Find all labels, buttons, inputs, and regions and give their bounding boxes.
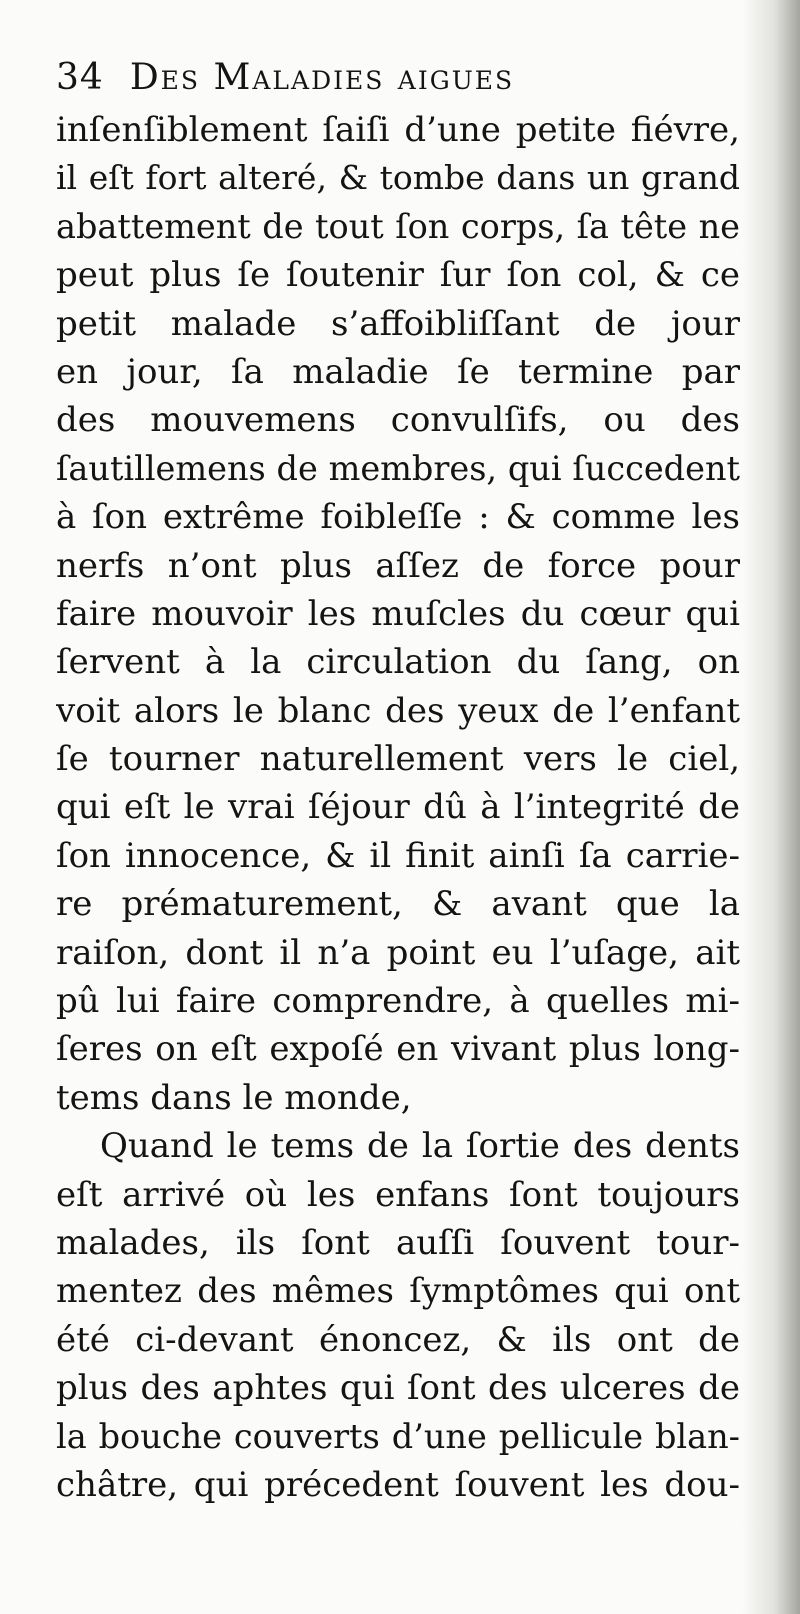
text-line: abattement de tout ſon corps, ſa tête ne (56, 206, 740, 246)
text-line: eſt arrivé où les enfans ſont toujours (56, 1174, 740, 1215)
text-line: en jour, ſa maladie ſe termine par (56, 351, 740, 392)
text-line: ſon innocence, & il finit ainſi ſa carrie- (56, 835, 740, 876)
text-line: tems dans le monde, (56, 1077, 412, 1118)
running-title: Des Maladies aigues (129, 57, 515, 98)
paragraph (56, 1122, 740, 1509)
paragraph (56, 106, 740, 1122)
text-line: nerfs n’ont plus aſſez de force pour (56, 545, 740, 586)
text-line: châtre, qui précedent ſouvent les dou- (56, 1464, 740, 1505)
text-line: qui eſt le vrai ſéjour dû à l’integrité de (56, 787, 740, 828)
text-line: inſenſiblement ſaiſi d’une petite fiévre, (56, 110, 740, 150)
text-line: raiſon, dont il n’a point eu l’uſage, ait (56, 932, 740, 973)
text-line: à ſon extrême foibleſſe : & comme les (56, 497, 740, 538)
text-line: faire mouvoir les muſcles du cœur qui (56, 593, 740, 634)
page-text (56, 50, 740, 1509)
text-line: été ci-devant énoncez, & ils ont de (56, 1319, 740, 1360)
page-number: 34 (56, 57, 104, 98)
text-line: peut plus ſe ſoutenir ſur ſon col, & ce (56, 255, 740, 296)
running-header (56, 50, 740, 106)
text-line: voit alors le blanc des yeux de l’enfant (56, 690, 740, 731)
text-line: ſe tourner naturellement vers le ciel, (56, 739, 740, 780)
text-line: ſervent à la circulation du ſang, on (56, 642, 740, 683)
text-line: plus des aphtes qui ſont des ulceres de (56, 1368, 740, 1409)
text-line: ſeres on eſt expoſé en vivant plus long- (56, 1029, 740, 1070)
text-line: Quand le tems de la ſortie des dents (100, 1126, 740, 1167)
text-line: ſautillemens de membres, qui ſuccedent (56, 448, 740, 488)
text-line: re prématurement, & avant que la (56, 884, 740, 925)
text-line: des mouvemens convulſifs, ou des (56, 400, 740, 441)
text-line: petit malade s’affoibliſſant de jour (56, 303, 740, 344)
text-line: pû lui faire comprendre, à quelles mi- (56, 981, 740, 1022)
text-line: malades, ils ſont auſſi ſouvent tour- (56, 1222, 740, 1263)
text-line: la bouche couverts d’une pellicule blan- (56, 1416, 740, 1456)
text-line: il eſt fort alteré, & tombe dans un grand (56, 158, 740, 198)
text-line: mentez des mêmes ſymptômes qui ont (56, 1271, 740, 1312)
page-gutter-shadow (742, 0, 800, 1614)
